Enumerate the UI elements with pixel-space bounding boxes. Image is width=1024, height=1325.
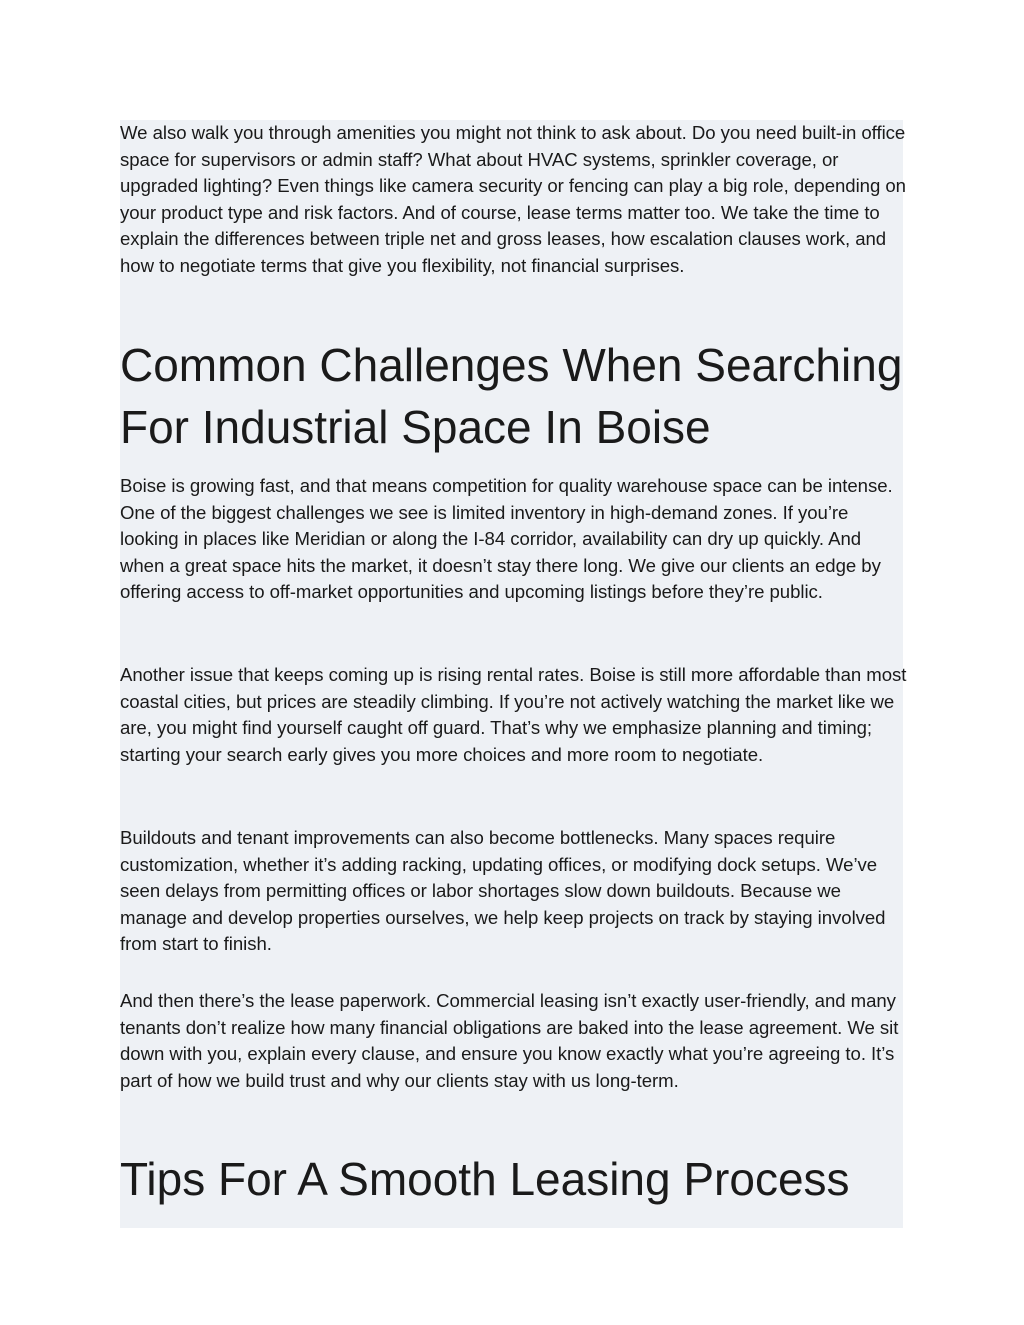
intro-paragraph: We also walk you through amenities you might not think to ask about. Do you need built-in office space for supervisors or admin staff? What about HVAC systems, sprinkler coverage, or upgraded lighting? Even things like camera security or fencing can play a big role, depending on your product type and risk factors. And of course, lease terms matter too. We take the time to explain the differences between triple net and gross leases, how escalation clauses work, and how to negotiate terms that give you flexibility, not financial surprises. xyxy=(120,122,906,276)
document-content-block xyxy=(120,120,907,1228)
section-heading-tips: Tips For A Smooth Leasing Process xyxy=(120,1153,850,1205)
challenges-paragraph-rental-rates: Another issue that keeps coming up is rising rental rates. Boise is still more affordable than most coastal cities, but prices are steadily climbing. If you’re not actively watching the market like we are, you might find yourself caught off guard. That’s why we emphasize planning and timing; starting your search early gives you more choices and more room to negotiate. xyxy=(120,664,907,765)
challenges-paragraph-inventory: Boise is growing fast, and that means competition for quality warehouse space can be intense. One of the biggest challenges we see is limited inventory in high-demand zones. If you’re looking in places like Meridian or along the I-84 corridor, availability can dry up quickly. And when a great space hits the market, it doesn’t stay there long. We give our clients an edge by offering access to off-market opportunities and upcoming listings before they’re public. xyxy=(120,475,893,603)
challenges-paragraph-lease-paperwork: And then there’s the lease paperwork. Commercial leasing isn’t exactly user-friendly, and many tenants don’t realize how many financial obligations are baked into the lease agreement. We sit down with you, explain every clause, and ensure you know exactly what you’re agreeing to. It’s part of how we build trust and why our clients stay with us long-term. xyxy=(120,990,899,1091)
challenges-paragraph-buildouts: Buildouts and tenant improvements can also become bottlenecks. Many spaces require customization, whether it’s adding racking, updating offices, or modifying dock setups. We’ve seen delays from permitting offices or labor shortages slow down buildouts. Because we manage and develop properties ourselves, we help keep projects on track by staying involved from start to finish. xyxy=(120,827,886,955)
section-heading-challenges: Common Challenges When Searching For Industrial Space In Boise xyxy=(120,339,903,453)
